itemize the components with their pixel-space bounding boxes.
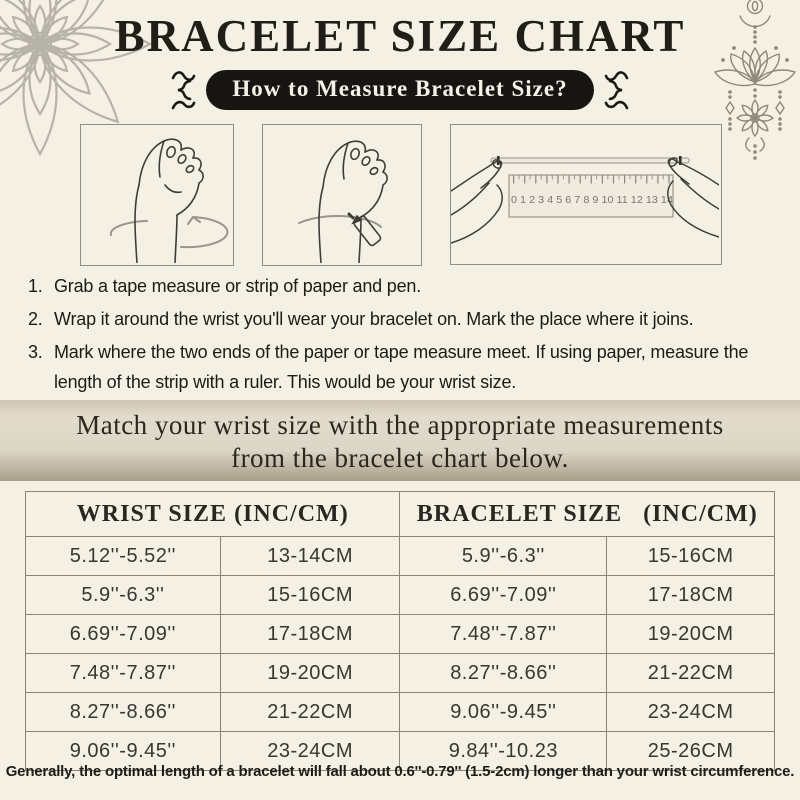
table-row [26, 654, 775, 693]
table-header-row [26, 492, 775, 537]
bracelet-cm-cell: 17-18CM [607, 576, 775, 615]
step-3-text: Mark where the two ends of the paper or tape measure meet. If using paper, measure the length of the strip with a ruler. This would be your wrist size. [54, 342, 749, 392]
step-3-number: 3. [28, 342, 43, 362]
wrist-cm-cell: 21-22CM [220, 693, 400, 732]
wrist-inch-cell: 5.12''-5.52'' [26, 537, 221, 576]
wrist-inch-cell: 5.9''-6.3'' [26, 576, 221, 615]
step-1-number: 1. [28, 276, 43, 296]
wrist-inch-cell: 8.27''-8.66'' [26, 693, 221, 732]
wrist-inch-cell: 6.69''-7.09'' [26, 615, 221, 654]
ruler-measure-illustration [451, 125, 719, 262]
table-row [26, 693, 775, 732]
how-to-measure-badge: How to Measure Bracelet Size? [206, 70, 593, 110]
bracelet-inch-cell: 5.9''-6.3'' [400, 537, 607, 576]
bracelet-size-header: BRACELET SIZE (INC/CM) [400, 492, 775, 537]
size-chart-table [25, 491, 775, 771]
bracelet-inch-cell: 7.48''-7.87'' [400, 615, 607, 654]
measure-steps-list [28, 271, 778, 400]
mark-wrist-pen-illustration [263, 125, 419, 263]
banner-line-2: from the bracelet chart below. [231, 443, 569, 473]
step-3 [28, 337, 778, 397]
wrist-size-header: WRIST SIZE (INC/CM) [26, 492, 400, 537]
bracelet-inch-cell: 8.27''-8.66'' [400, 654, 607, 693]
illustration-box-mark-pen [262, 124, 422, 266]
bracelet-cm-cell: 23-24CM [607, 693, 775, 732]
bracelet-cm-cell: 25-26CM [607, 732, 775, 771]
squiggle-brace-left-icon [166, 67, 196, 113]
step-1-text: Grab a tape measure or strip of paper and pen. [54, 276, 422, 296]
bracelet-cm-cell: 21-22CM [607, 654, 775, 693]
step-2 [28, 304, 778, 334]
illustration-box-ruler [450, 124, 722, 265]
bracelet-cm-cell: 15-16CM [607, 537, 775, 576]
table-row [26, 537, 775, 576]
bracelet-inch-cell: 9.06''-9.45'' [400, 693, 607, 732]
wrist-cm-cell: 23-24CM [220, 732, 400, 771]
wrist-cm-cell: 15-16CM [220, 576, 400, 615]
illustration-box-tape-wrap [80, 124, 234, 266]
page-title: BRACELET SIZE CHART [114, 11, 686, 61]
bracelet-cm-cell: 19-20CM [607, 615, 775, 654]
table-row [26, 615, 775, 654]
banner-line-1: Match your wrist size with the appropriate measurements [76, 410, 724, 440]
badge-row [0, 68, 800, 112]
wrist-cm-cell: 13-14CM [220, 537, 400, 576]
table-row [26, 576, 775, 615]
step-1 [28, 271, 778, 301]
wrist-inch-cell: 7.48''-7.87'' [26, 654, 221, 693]
squiggle-brace-right-icon [604, 67, 634, 113]
wrist-inch-cell: 9.06''-9.45'' [26, 732, 221, 771]
wrist-cm-cell: 17-18CM [220, 615, 400, 654]
step-2-text: Wrap it around the wrist you'll wear your bracelet on. Mark the place where it joins. [54, 309, 694, 329]
bracelet-inch-cell: 9.84''-10.23 [400, 732, 607, 771]
tape-measure-hand-illustration [81, 125, 231, 263]
footnote-text: Generally, the optimal length of a bracelet will fall about 0.6''-0.79'' (1.5-2cm) longer than your wrist circumference. [5, 763, 795, 780]
ruler-numbers: 0 1 2 3 4 5 6 7 8 9 10 11 12 13 14 [511, 195, 674, 206]
match-size-banner [0, 400, 800, 481]
step-2-number: 2. [28, 309, 43, 329]
wrist-cm-cell: 19-20CM [220, 654, 400, 693]
bracelet-inch-cell: 6.69''-7.09'' [400, 576, 607, 615]
